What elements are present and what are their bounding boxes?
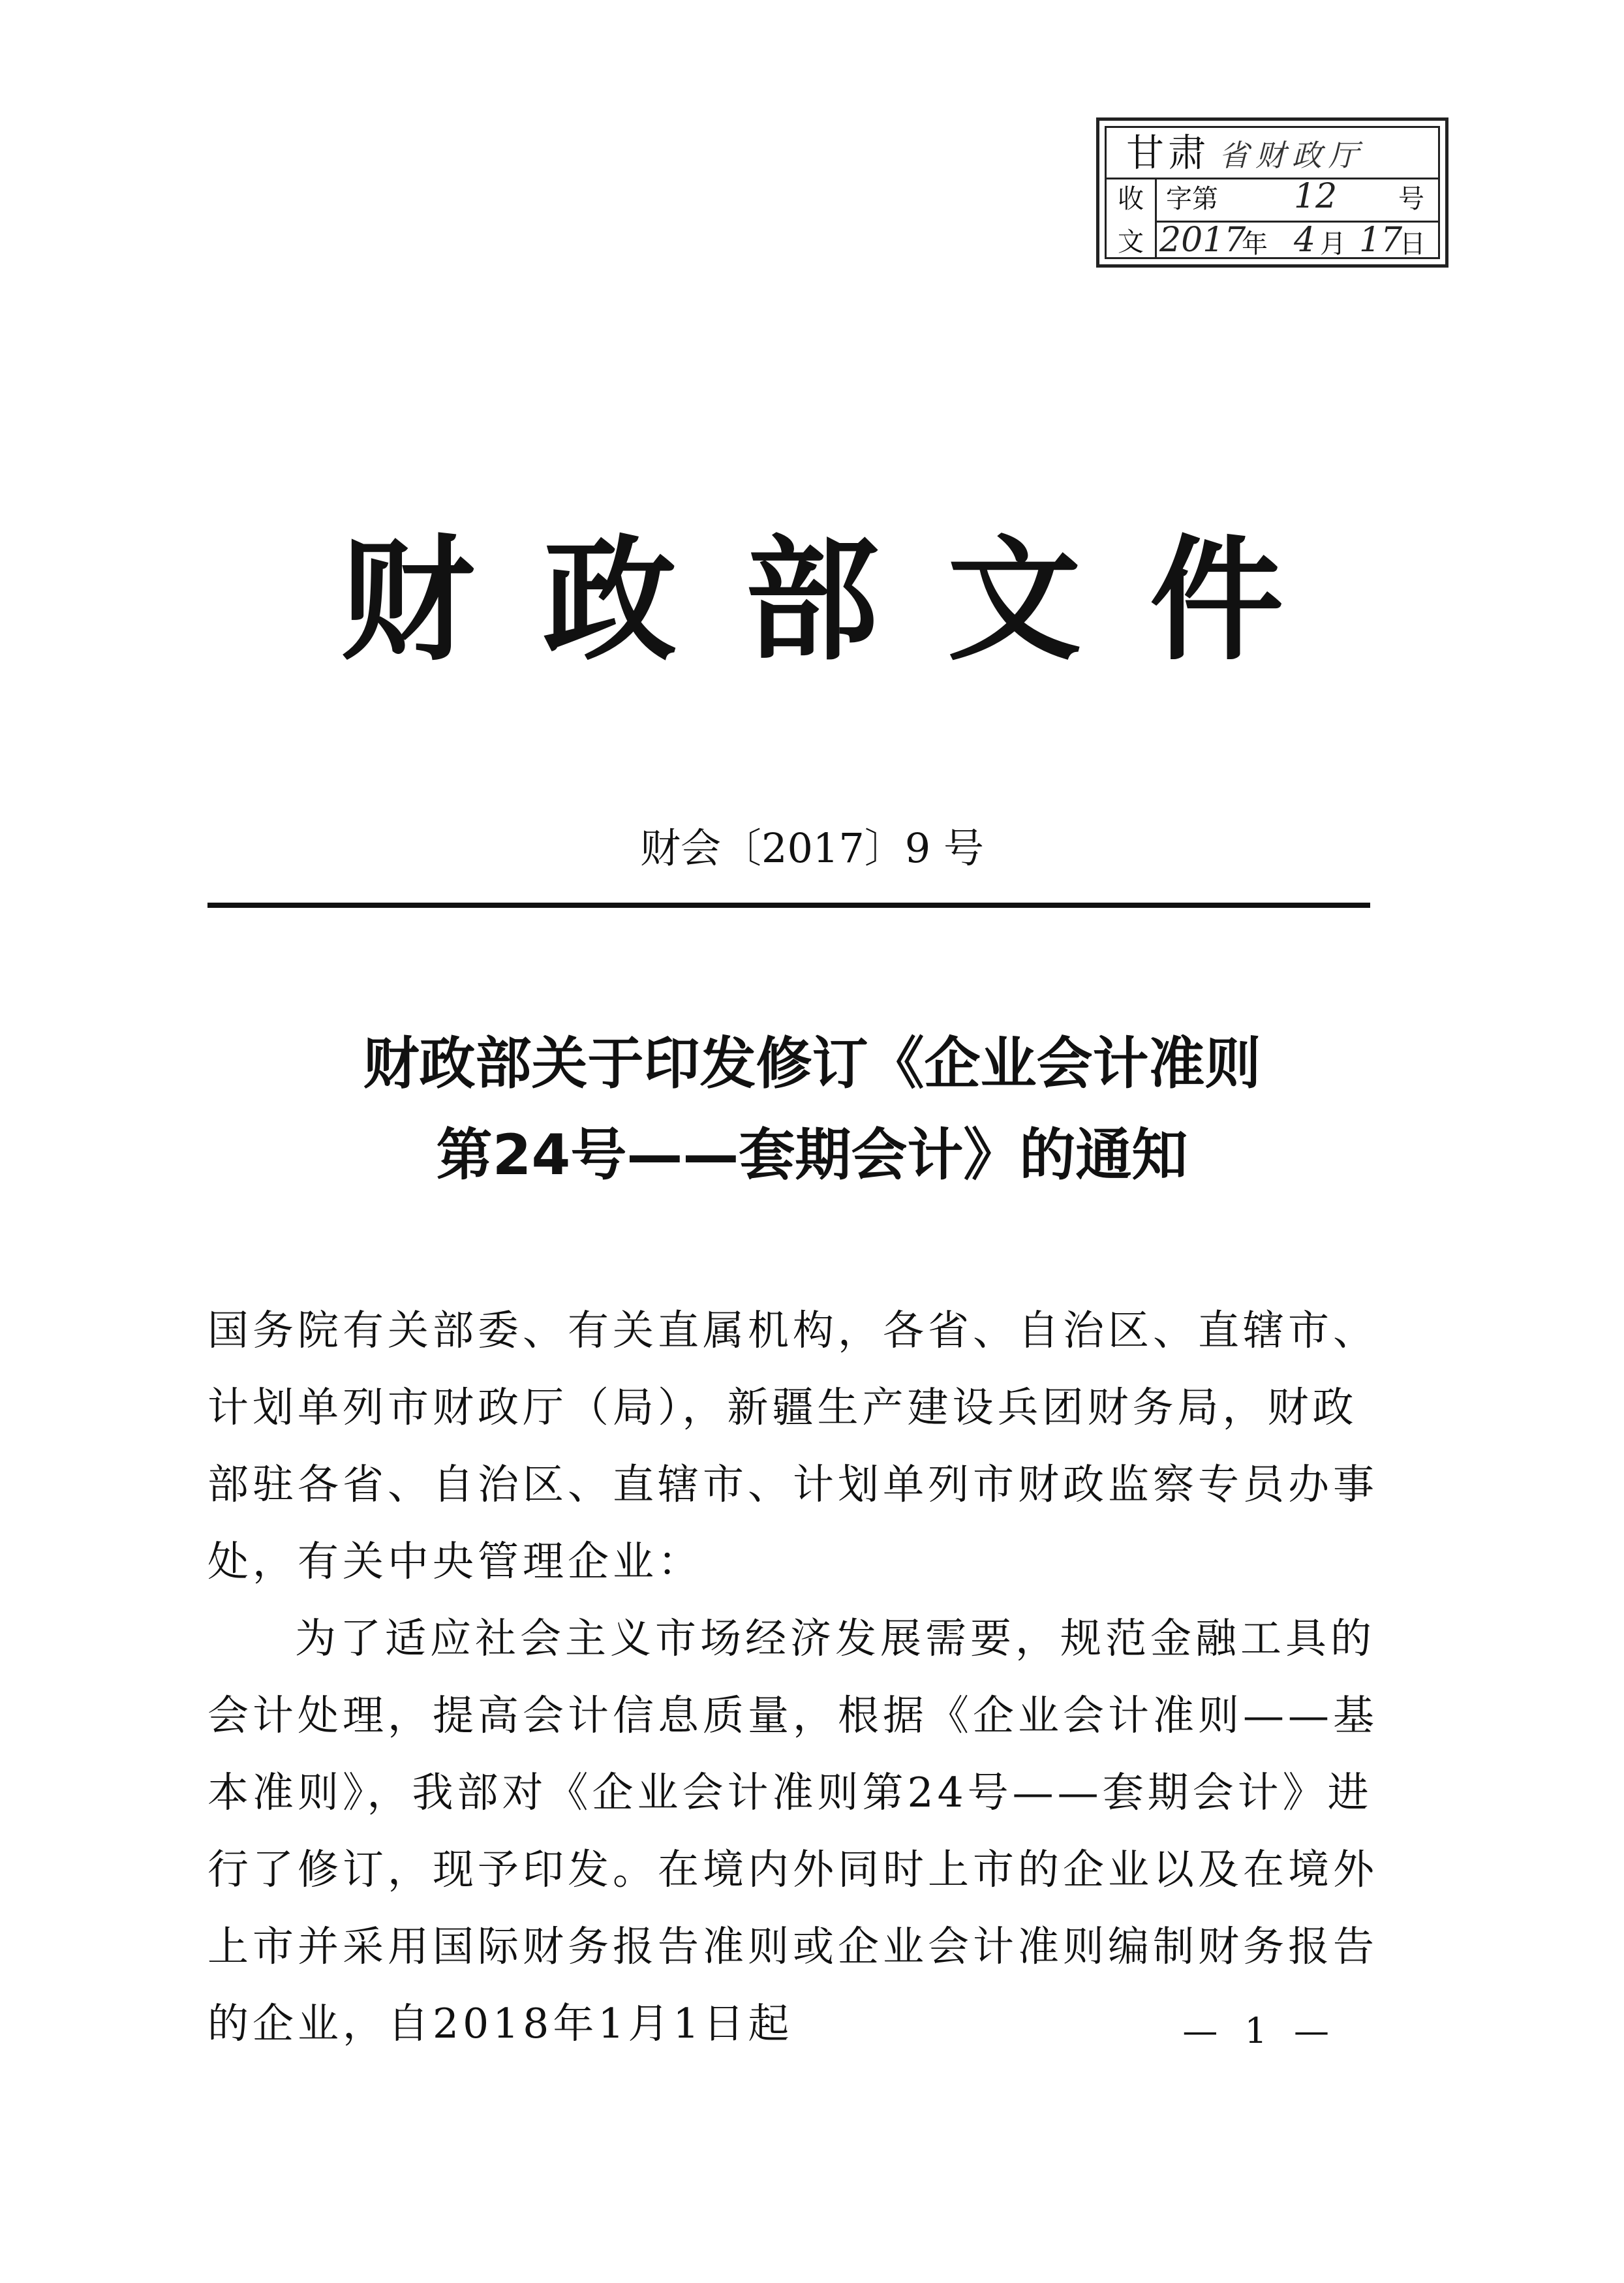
stamp-date-row — [1157, 223, 1438, 266]
stamp-side-label — [1107, 178, 1157, 257]
stamp-serial-number: 12 — [1294, 177, 1338, 216]
stamp-date-day: 17 — [1359, 221, 1403, 260]
stamp-side-top: 收 — [1118, 184, 1144, 214]
receipt-stamp — [1096, 117, 1448, 268]
body-paragraph-1: 为了适应社会主义市场经济发展需要，规范金融工具的会计处理，提高会计信息质量，根据《企业会计准则——基本准则》，我部对《企业会计准则第24号——套期会计》进行了修订，现予印发。在境内外同时上市的企业以及在境外上市并采用国际财务报告准则或企业会计准则编制财务报告的企业，自2018年1月1日起 — [207, 1615, 1378, 2047]
stamp-year-label: 年 — [1242, 229, 1268, 259]
stamp-serial-row — [1157, 178, 1438, 223]
recipients-paragraph: 国务院有关部委、有关直属机构，各省、自治区、直辖市、计划单列市财政厅（局），新疆生产建设兵团财务局，财政部驻各省、自治区、直辖市、计划单列市财政监察专员办事处，有关中央管理企业： — [207, 1307, 1378, 1585]
receipt-stamp-frame — [1105, 126, 1440, 259]
stamp-serial-suffix: 号 — [1398, 184, 1424, 214]
document-body — [207, 1292, 1382, 2062]
title-line-2: 第24号——套期会计》的通知 — [436, 1123, 1188, 1188]
stamp-printed-text: 甘肃 — [1126, 131, 1210, 175]
stamp-handwritten-office: 省财政厅 — [1219, 138, 1366, 173]
stamp-side-bottom: 文 — [1118, 227, 1144, 257]
stamp-date-month: 4 — [1294, 221, 1316, 260]
stamp-office-name — [1107, 128, 1438, 179]
stamp-date-year: 2017 — [1159, 221, 1246, 260]
issuer-heading: 财政部文件 — [341, 522, 1352, 679]
stamp-day-label: 日 — [1400, 229, 1426, 259]
stamp-month-label: 月 — [1320, 229, 1346, 259]
header-divider — [207, 903, 1370, 908]
page-number: — 1 — — [1182, 2010, 1337, 2051]
stamp-serial-label: 字第 — [1166, 184, 1218, 214]
document-number: 财会〔2017〕9 号 — [640, 824, 984, 872]
document-title — [0, 1018, 1624, 1201]
title-line-1: 财政部关于印发修订《企业会计准则 — [363, 1031, 1261, 1096]
